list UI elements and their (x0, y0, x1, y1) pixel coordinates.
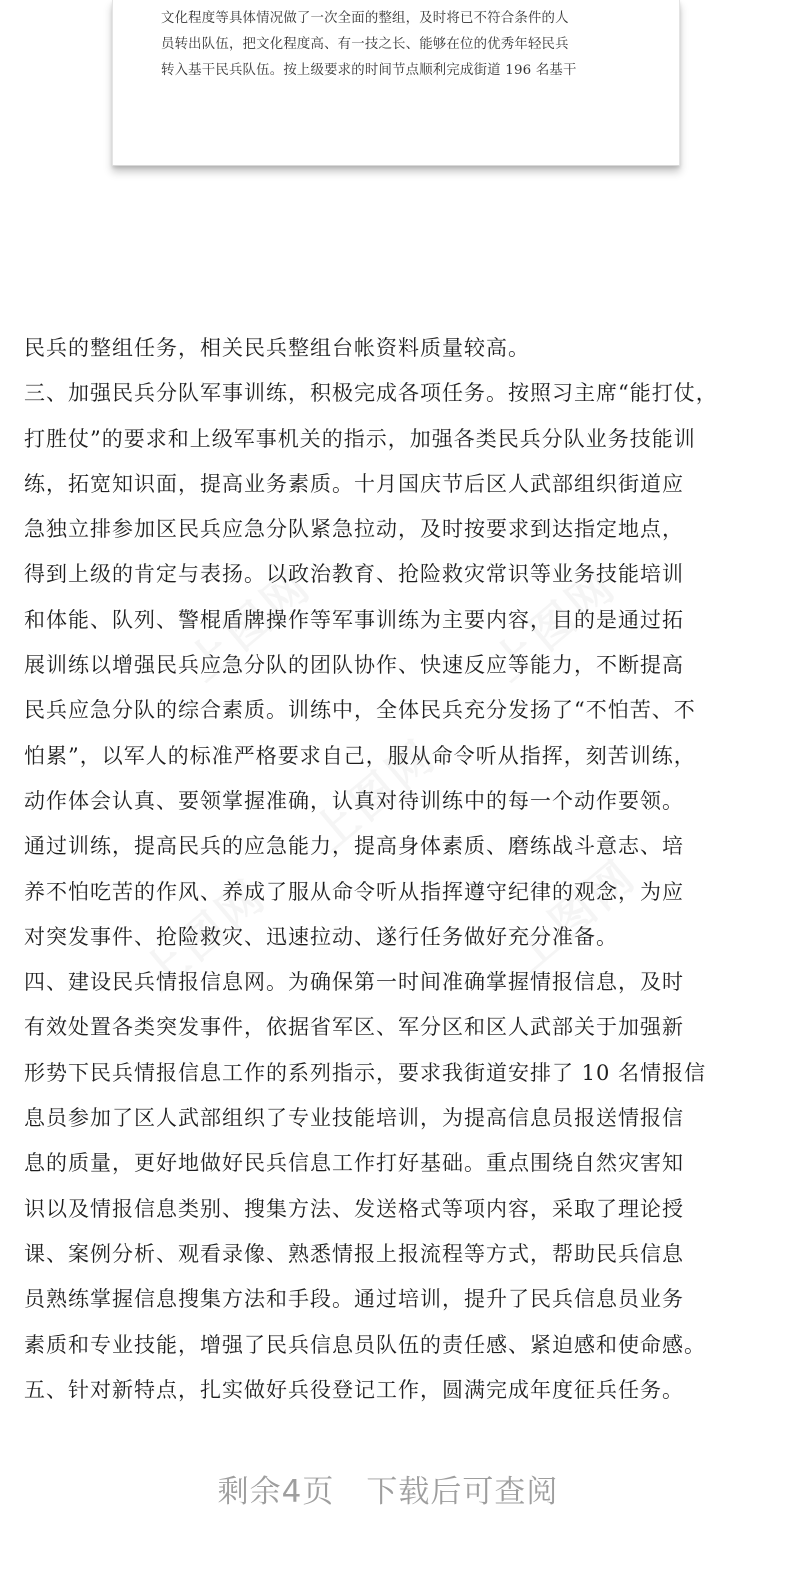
document-body (24, 326, 800, 1413)
body-line: 动作体会认真、要领掌握准确，认真对待训练中的每一个动作要领。 (24, 788, 684, 813)
body-line: 展训练以增强民兵应急分队的团队协作、快速反应等能力，不断提高 (24, 653, 684, 678)
body-line: 三、加强民兵分队军事训练，积极完成各项任务。按照习主席“能打仗， (24, 381, 718, 406)
body-line: 五、针对新特点，扎实做好兵役登记工作，圆满完成年度征兵任务。 (24, 1377, 684, 1402)
preview-text-line: 员转出队伍，把文化程度高、有一技之长、能够在位的优秀年轻民兵 (161, 37, 569, 52)
body-line: 课、案例分析、观看录像、熟悉情报上报流程等方式，帮助民兵信息 (24, 1241, 684, 1266)
preview-page-card (112, 0, 680, 166)
body-line: 练，拓宽知识面，提高业务素质。十月国庆节后区人武部组织街道应 (24, 471, 684, 496)
body-line: 得到上级的肯定与表扬。以政治教育、抢险救灾常识等业务技能培训 (24, 562, 684, 587)
body-line: 四、建设民兵情报信息网。为确保第一时间准确掌握情报信息，及时 (24, 970, 684, 995)
body-line: 民兵应急分队的综合素质。训练中，全体民兵充分发扬了“不怕苦、不 (24, 698, 696, 723)
body-line: 息员参加了区人武部组织了专业技能培训，为提高信息员报送情报信 (24, 1106, 684, 1131)
body-line: 素质和专业技能，增强了民兵信息员队伍的责任感、紧迫感和使命感。 (24, 1332, 706, 1357)
watermark-text: 上图网 (483, 559, 627, 692)
body-line: 和体能、队列、警棍盾牌操作等军事训练为主要内容，目的是通过拓 (24, 607, 684, 632)
remaining-pages-notice[interactable]: 剩余4页 下载后可查阅 (217, 1474, 559, 1510)
watermark-text: 上图网 (133, 869, 277, 1002)
body-line: 形势下民兵情报信息工作的系列指示，要求我街道安排了 10 名情报信 (24, 1060, 707, 1085)
body-line: 识以及情报信息类别、搜集方法、发送格式等项内容，采取了理论授 (24, 1196, 684, 1221)
preview-text-line: 文化程度等具体情况做了一次全面的整组，及时将已不符合条件的人 (161, 11, 569, 26)
watermark-text: 上图网 (503, 849, 647, 982)
body-line: 民兵的整组任务，相关民兵整组台帐资料质量较高。 (24, 336, 530, 360)
body-line: 员熟练掌握信息搜集方法和手段。通过培训，提升了民兵信息员业务 (24, 1287, 684, 1312)
body-line: 通过训练，提高民兵的应急能力，提高身体素质、磨练战斗意志、培 (24, 834, 684, 859)
body-line: 怕累”，以军人的标准严格要求自己，服从命令听从指挥，刻苦训练， (24, 743, 696, 768)
body-line: 急独立排参加区民兵应急分队紧急拉动，及时按要求到达指定地点， (24, 517, 684, 542)
body-line: 对突发事件、抢险救灾、迅速拉动、遂行任务做好充分准备。 (24, 924, 618, 949)
body-line: 有效处置各类突发事件，依据省军区、军分区和区人武部关于加强新 (24, 1015, 684, 1040)
preview-text-block (161, 6, 641, 84)
preview-text-line: 转入基干民兵队伍。按上级要求的时间节点顺利完成街道 196 名基干 (161, 63, 577, 78)
body-line: 养不怕吃苦的作风、养成了服从命令听从指挥遵守纪律的观念，为应 (24, 879, 684, 904)
body-line: 息的质量，更好地做好民兵信息工作打好基础。重点围绕自然灾害知 (24, 1151, 684, 1176)
body-line: 打胜仗”的要求和上级军事机关的指示，加强各类民兵分队业务技能训 (24, 426, 696, 451)
watermark-text: 上图网 (178, 559, 322, 692)
watermark-text: 上图网 (303, 729, 447, 862)
